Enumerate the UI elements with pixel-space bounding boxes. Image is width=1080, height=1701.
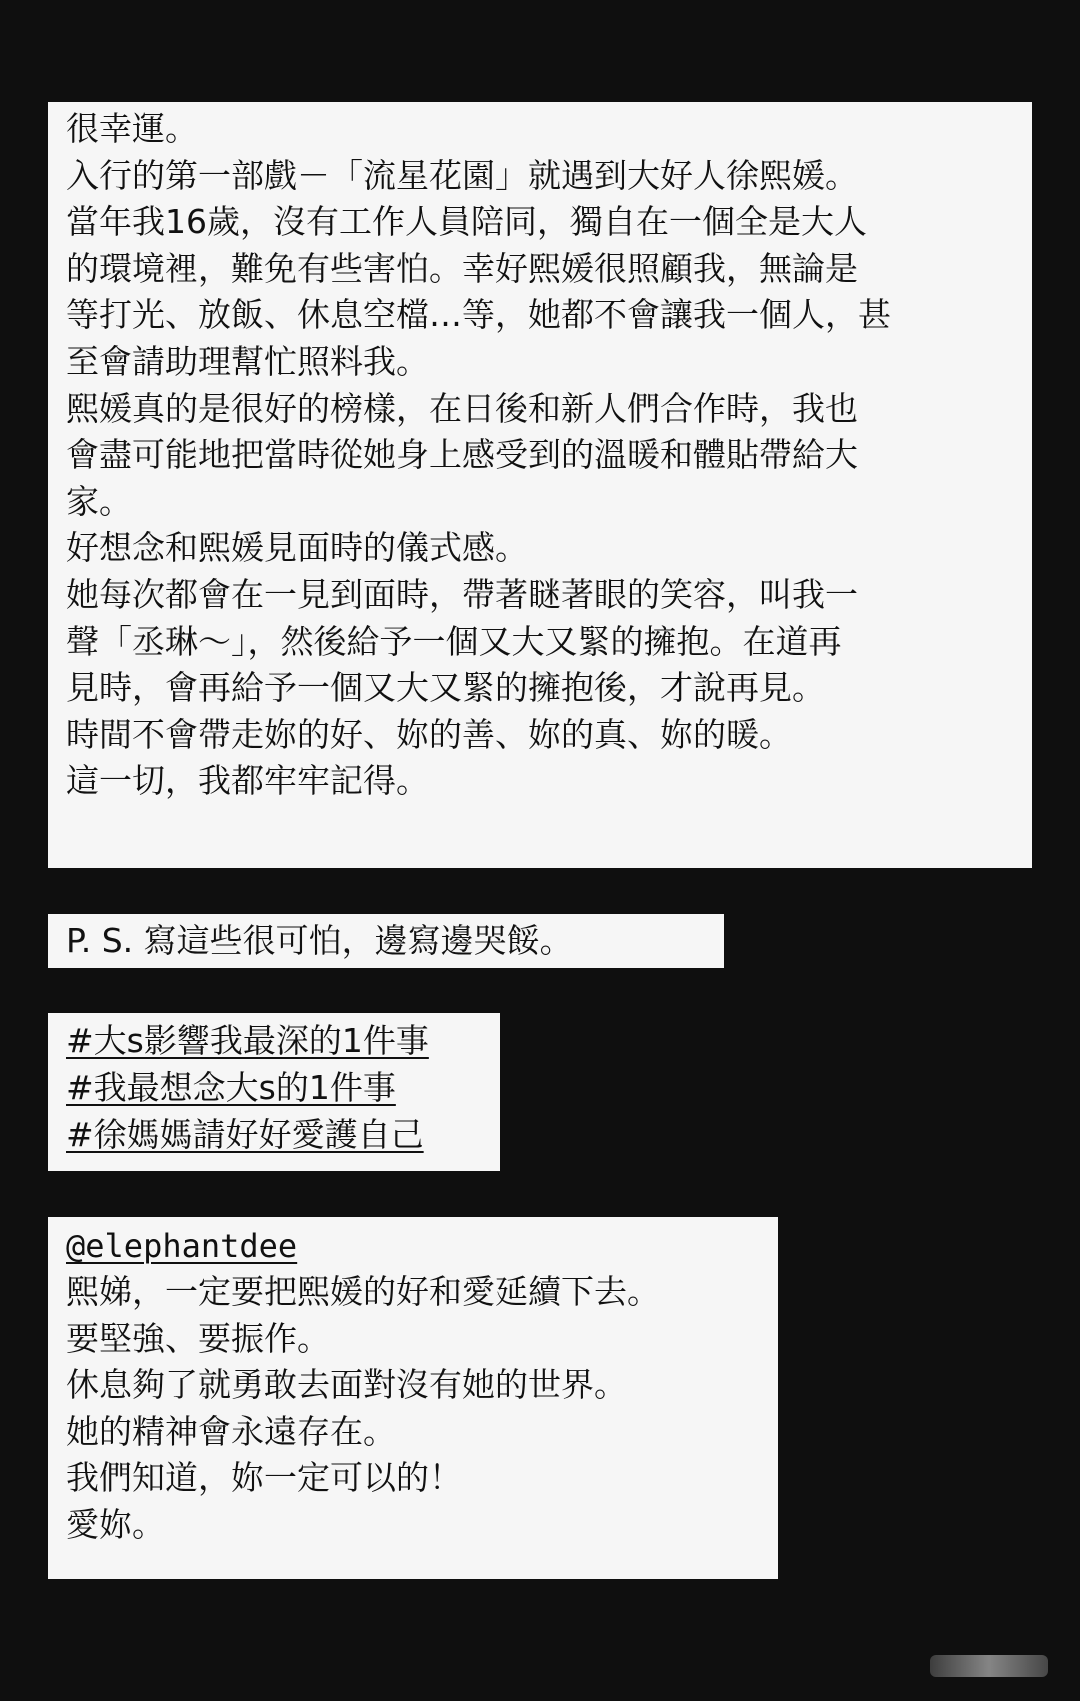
mention-link[interactable]: @elephantdee (66, 1227, 298, 1265)
hashtag-link[interactable]: #大s影響我最深的1件事 (66, 1021, 429, 1060)
hashtag-link[interactable]: #徐媽媽請好好愛護自己 (66, 1115, 424, 1154)
reply-line: 愛妳。 (66, 1504, 165, 1544)
post-line: 當年我16歲，沒有工作人員陪同，獨自在一個全是大人 (66, 202, 867, 242)
post-line: 家。 (66, 481, 132, 521)
main-post-card (48, 102, 1032, 868)
post-line: 見時，會再給予一個又大又緊的擁抱後，才說再見。 (66, 668, 825, 708)
reply-line: 我們知道，妳一定可以的！ (66, 1458, 462, 1498)
post-line: 很幸運。 (66, 109, 198, 148)
post-line: 熙媛真的是很好的榜樣，在日後和新人們合作時，我也 (66, 388, 858, 428)
ps-note-card (48, 914, 724, 968)
reply-line: 她的精神會永遠存在。 (66, 1411, 396, 1451)
post-line: 這一切，我都牢牢記得。 (66, 761, 429, 801)
post-line: 至會請助理幫忙照料我。 (66, 341, 429, 381)
reply-line: 休息夠了就勇敢去面對沒有她的世界。 (66, 1365, 627, 1405)
hashtag-link[interactable]: #我最想念大s的1件事 (66, 1068, 396, 1107)
post-line: 入行的第一部戲－「流星花園」就遇到大好人徐熙媛。 (66, 155, 858, 195)
reply-line: 熙娣，一定要把熙媛的好和愛延續下去。 (66, 1272, 660, 1311)
post-line: 好想念和熙媛見面時的儀式感。 (66, 528, 528, 568)
post-line: 聲「丞琳～」，然後給予一個又大又緊的擁抱。在道再 (66, 621, 842, 661)
reply-card (48, 1217, 778, 1579)
reply-line: 要堅強、要振作。 (66, 1318, 330, 1358)
watermark (930, 1655, 1048, 1677)
ps-note-text: P. S. 寫這些很可怕，邊寫邊哭餒。 (66, 921, 573, 960)
hashtags-card (48, 1013, 500, 1171)
post-line: 會盡可能地把當時從她身上感受到的溫暖和體貼帶給大 (66, 435, 858, 475)
post-line: 的環境裡，難免有些害怕。幸好熙媛很照顧我，無論是 (66, 248, 858, 288)
post-line: 等打光、放飯、休息空檔…等，她都不會讓我一個人，甚 (66, 295, 891, 335)
post-line: 時間不會帶走妳的好、妳的善、妳的真、妳的暖。 (66, 714, 792, 754)
post-line: 她每次都會在一見到面時，帶著瞇著眼的笑容，叫我一 (66, 574, 858, 614)
